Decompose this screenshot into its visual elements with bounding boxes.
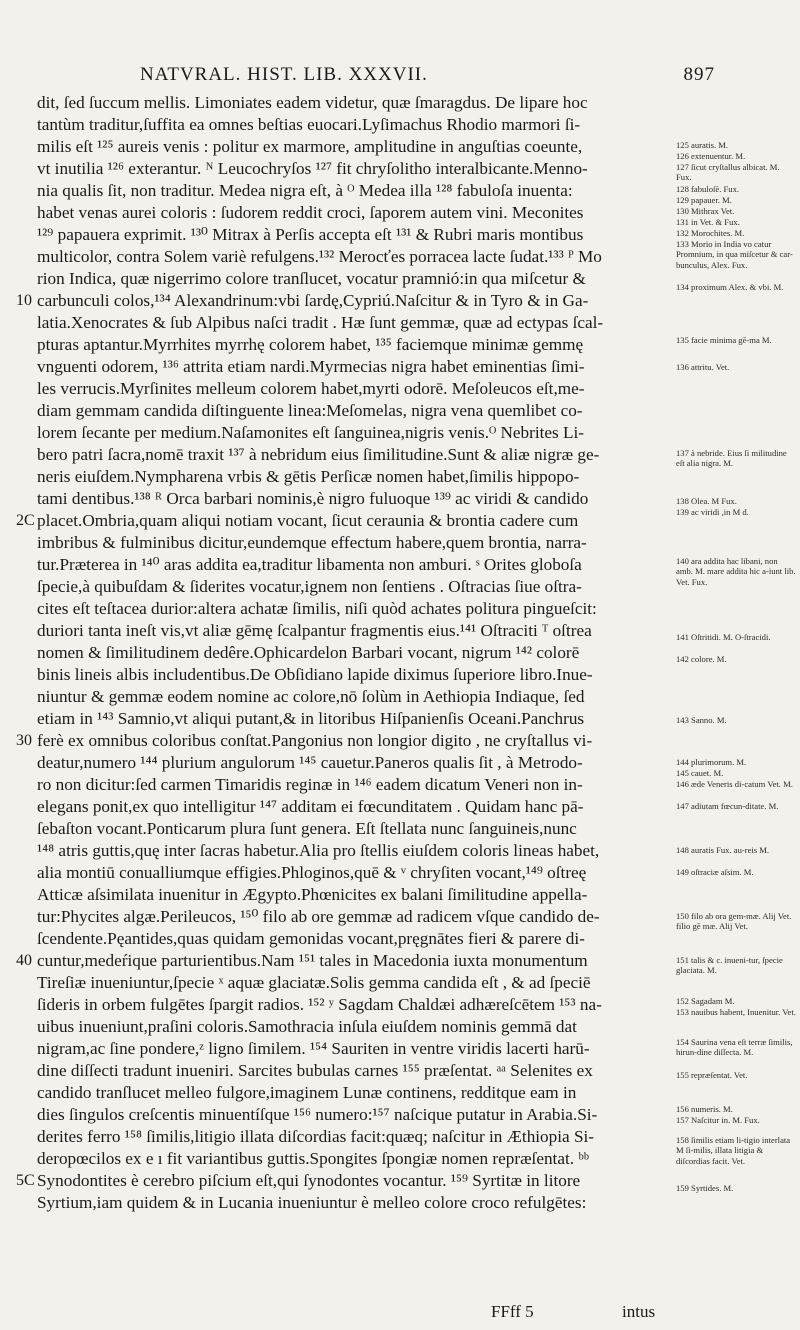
margin-note: 129 papauer. M. [676,195,732,205]
margin-note: 144 plurimorum. M. [676,757,747,767]
text-line: alia montiū conualliumque effigies.Phloginos,quē & ᵛ chryſiten vocant,¹⁴⁹ oſtreę [37,863,587,882]
text-line: ferè ex omnibus coloribus conſtat.Pangonius non longior digito , ne cryſtallus vi- [37,731,593,750]
text-line: tami dentibus.¹³⁸ ᴿ Orca barbari nominis,è nigro fuluoque ¹³⁹ ac viridi & candido [37,489,589,508]
margin-note: 140 ara addita hac libani, non amb. M. mare addita hic a-iunt lib. Vet. Fux. [676,556,796,587]
margin-note: 130 Mithrax Vet. [676,206,735,216]
page-footer [0,1302,800,1326]
margin-note: 157 Naſcitur in. M. Fux. [676,1115,760,1125]
text-line: dies ſingulos creſcentis minuentíſque ¹⁵⁶ numero:¹⁵⁷ naſcique putatur in Arabia.Si- [37,1105,598,1124]
margin-note: 133 Morio in India vo catur Promnium, in qua miſcetur & car-bunculus, Alex. Fux. [676,239,793,270]
signature-mark: FFff 5 [491,1302,534,1321]
text-line: deropœcilos ex e ı fit variantibus guttis.Spongites ſpongiæ nomen repræſentat. ᵇᵇ [37,1149,589,1168]
line-number: 40 [16,952,32,969]
text-line: duriori tanta ineſt vis,vt aliæ gēmę ſcalpantur fragmentis eius.¹⁴¹ Oſtraciti ᵀ oſtrea [37,621,592,640]
text-line: ¹²⁹ papauera exprimit. ¹³⁰ Mitrax à Perſis accepta eſt ¹³¹ & Rubri maris montibus [37,225,584,244]
margin-note: 125 auratis. M. [676,140,729,150]
text-line: niuntur & gemmæ eodem nomine ac colore,nō ſolùm in Aethiopia Indiaque, ſed [37,687,585,706]
text-line: nigram,ac ſine pondere,ᶻ ligno ſimilem. ¹⁵⁴ Sauriten in ventre viridis lacerti harū- [37,1039,590,1058]
text-line: elegans ponit,ex quo intelligitur ¹⁴⁷ additam ei fœcunditatem . Quidam hanc pā- [37,797,584,816]
margin-note: 154 Saurina vena eſt terræ ſimilis, hirun-dine diſſecta. M. [676,1037,793,1058]
margin-note: 148 auratis Fux. au-reis M. [676,845,770,855]
margin-note: 150 filo ab ora gem-mæ. Alij Vet. filio gē mæ. Alij Vet. [676,911,792,932]
margin-note: 136 attritu. Vet. [676,362,730,372]
margin-note: 132 Morochites. M. [676,228,745,238]
margin-note: 137 à nebride. Eius ſi militudine eſt alia nigra. M. [676,448,787,469]
margin-note: 159 Syrtides. M. [676,1183,734,1193]
text-line: neris eiuſdem.Nympharena vrbis & gētis Perſicæ nomen habet,ſimilis hippopo- [37,467,580,486]
running-title: NATVRAL. HIST. LIB. XXXVII. [140,64,428,85]
text-line: tantùm traditur,ſuffita ea omnes beſtias euocari.Lyſimachus Rhodio marmori ſi- [37,115,581,134]
text-line: Atticæ aſsimilata inuenitur in Ægypto.Phœnicites ex balani ſimilitudine appella- [37,885,588,904]
text-line: binis lineis albis includentibus.De Obſidiano lapide diximus ſuperiore libro.Inue- [37,665,593,684]
margin-note: 149 oſtraciæ aſsim. M. [676,867,754,877]
page-number: 897 [683,64,715,85]
text-line: ſebaſton vocant.Ponticarum plura ſunt genera. Eſt ſtellata nunc ſanguineis,nunc [37,819,577,838]
text-line: dit, ſed ſuccum mellis. Limoniates eadem videtur, quæ ſmaragdus. De lipare hoc [37,93,588,112]
margin-note: 158 ſimilis etiam li-tigio interlata M ſi-milis, illata litigia & diſcordias facit. Vet. [676,1135,791,1166]
text-line: habet venas aurei coloris : ſudorem reddit croci, ſaporem autem vini. Meconites [37,203,584,222]
catchword: intus [622,1302,656,1321]
text-line: vnguenti odorem, ¹³⁶ attrita etiam nardi.Myrmecias nigra habet eminentias ſimi- [37,357,585,376]
margin-note: 127 ſicut cryſtallus albicat. M. Fux. [676,162,780,183]
margin-note: 155 repræſentat. Vet. [676,1070,748,1080]
text-line: ſpecie,à quibuſdam & ſiderites vocatur,ignem non ſentiens . Oſtracias ſiue oſtra- [37,577,582,596]
text-line: Syrtium,iam quidem & in Lucania inueniuntur è melleo colore croco refulgētes: [37,1193,587,1212]
text-line: tur:Phycites algæ.Perileucos, ¹⁵⁰ filo ab ore gemmæ ad radicem vſque candido de- [37,907,600,926]
margin-note: 138 Olea. M Fux. [676,496,737,506]
text-line: carbunculi colos,¹³⁴ Alexandrinum:vbi ſardę,Cypriú.Naſcitur & in Tyro & in Ga- [37,291,589,310]
text-line: milis eſt ¹²⁵ aureis venis : politur ex marmore, amplitudine in anguſtias coeunte, [37,137,583,156]
margin-note: 151 talis & c. inueni-tur, ſpecie glaciata. M. [676,955,783,976]
margin-note: 156 numeris. M. [676,1104,733,1114]
text-line: candido tranſlucet melleo fulgore,imaginem Lunæ continens, redditque eam in [37,1083,577,1102]
text-line: diam gemmam candida diſtinguente linea:Meſomelas, nigra vena quemlibet co- [37,401,583,420]
margin-note: 126 extenuentur. M. [676,151,746,161]
text-line: cites eſt teſtacea durior:altera achatæ ſimilis, niſi quòd achates politura pingueſcit: [37,599,597,618]
margin-note: 131 in Vet. & Fux. [676,217,740,227]
text-line: les verrucis.Myrſinites melleum colorem habet,myrti odorē. Meſoleucos eſt,me- [37,379,585,398]
text-line: nomen & ſimilitudinem dedêre.Ophicardelon Barbari vocant, nigrum ¹⁴² colorē [37,643,580,662]
line-number: 10 [16,292,32,309]
margin-note: 135 facie minima gē-ma M. [676,335,772,345]
margin-note: 153 nauibus habent, Inuenitur. Vet. [676,1007,796,1017]
margin-note: 128 fabuloſè. Fux. [676,184,740,194]
text-line: multicolor, contra Solem variè refulgens.¹³² Merocťes porracea lacte ſudat.¹³³ ᴾ Mo [37,247,602,266]
margin-note: 147 adiutam fœcun-ditate. M. [676,801,779,811]
text-line: pturas aptantur.Myrrhites myrrhę colorem habet, ¹³⁵ faciemque minimæ gemmę [37,335,584,354]
margin-note: 139 ac viridi ,in M d. [676,507,749,517]
text-line: etiam in ¹⁴³ Samnio,vt aliqui putant,& in litoribus Hiſpanienſis Oceani.Panchrus [37,709,585,728]
text-line: imbribus & fulminibus dicitur,eundemque effectum habere,quem brontia, narra- [37,533,587,552]
text-line: vt inutilia ¹²⁶ exterantur. ᴺ Leucochryſos ¹²⁷ fit chryſolitho interalbicante.Menno- [37,159,588,178]
text-line: uibus inueniunt,praſini coloris.Samothracia inſula eiuſdem nominis gemmā dat [37,1017,577,1036]
text-line: latia.Xenocrates & ſub Alpibus naſci tradit . Hæ ſunt gemmæ, quæ ad ectypas ſcal- [37,313,604,332]
line-number: 2C [16,512,35,529]
text-line: ro non dicitur:ſed carmen Timaridis reginæ in ¹⁴⁶ eadem dicatum Veneri non in- [37,775,583,794]
text-line: dine diſſecti tradunt inueniri. Sarcites bubulas carnes ¹⁵⁵ præſentat. ᵃᵃ Selenites ex [37,1061,593,1080]
text-line [37,1258,665,1280]
text-line: Tireſiæ inueniuntur,ſpecie ˣ aquæ glaciatæ.Solis gemma candida eſt , & ad ſpeciē [37,973,591,992]
text-line: tur.Præterea in ¹⁴⁰ aras addita ea,traditur libamenta non amburi. ˢ Orites globoſa [37,555,582,574]
text-line: bero patri ſacra,nomē traxit ¹³⁷ à nebridum eius ſimilitudine.Sunt & aliæ nigræ ge- [37,445,600,464]
page-header [140,64,715,90]
margin-note: 134 proximum Alex. & vbi. M. [676,282,784,292]
margin-note: 152 Sagadam M. [676,996,735,1006]
text-line: rion Indica, quæ nigerrimo colore tranſlucet, vocatur pramnió:in qua miſcetur & [37,269,586,288]
margin-note: 146 æde Veneris di-catum Vet. M. [676,779,793,789]
text-line [37,1214,665,1236]
text-line [37,1236,665,1258]
text-line: ¹⁴⁸ atris guttis,quę inter ſacras habetur.Alia pro ſtellis eiuſdem coloris lineas habet, [37,841,600,860]
text-line: deatur,numero ¹⁴⁴ plurium angulorum ¹⁴⁵ cauetur.Paneros qualis ſit , à Metrodo- [37,753,583,772]
text-line: placet.Ombria,quam aliqui notiam vocant, ſicut ceraunia & brontia cadere cum [37,511,579,530]
line-number: 5C [16,1172,35,1189]
text-line: nia qualis ſit, non traditur. Medea nigra eſt, à ᴼ Medea illa ¹²⁸ fabuloſa inuenta: [37,181,573,200]
text-line: derites ferro ¹⁵⁸ ſimilis,litigio illata diſcordias facit:quæq; naſcitur in Æthiopia Si- [37,1127,595,1146]
margin-note: 141 Oſtritidi. M. O-ſtracidi. [676,632,771,642]
text-line: cuntur,medeŕique parturientibus.Nam ¹⁵¹ tales in Macedonia iuxta monumentum [37,951,588,970]
text-line: lorem ſecante per medium.Naſamonites eſt ſanguinea,nigris venis.ᴼ Nebrites Li- [37,423,584,442]
margin-note: 142 colore. M. [676,654,727,664]
margin-note: 145 cauet. M. [676,768,724,778]
text-line: ſideris in orbem fulgētes ſpargit radios. ¹⁵² ʸ Sagdam Chaldæi adhæreſcētem ¹⁵³ na- [37,995,602,1014]
text-line: Synodontites è cerebro piſcium eſt,qui ſynodontes vocantur. ¹⁵⁹ Syrtitæ in litore [37,1171,581,1190]
line-number: 30 [16,732,32,749]
margin-note: 143 Sanno. M. [676,715,727,725]
text-line: ſcendente.Pęantides,quas quidam gemonidas vocant,pręgnātes fieri & parere di- [37,929,585,948]
text-line [37,1280,665,1302]
